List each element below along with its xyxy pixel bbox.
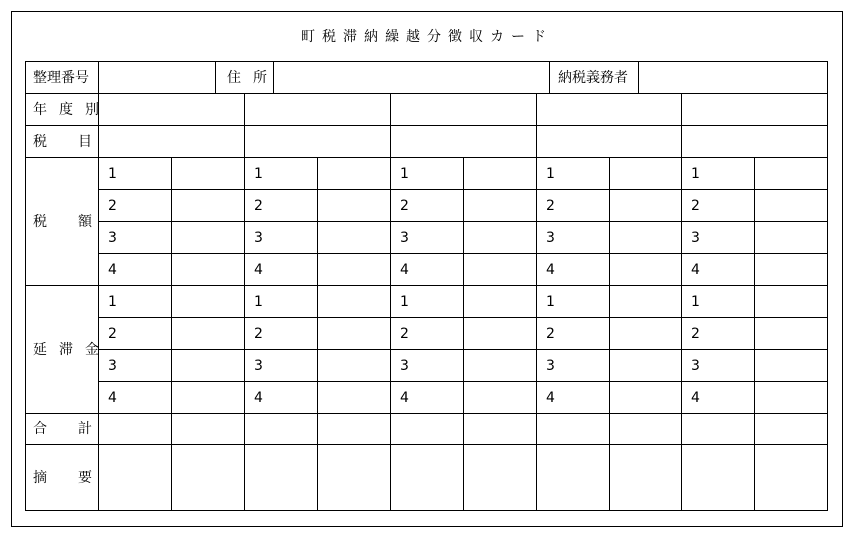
row-number: 2 bbox=[691, 326, 700, 342]
row-number: 4 bbox=[108, 390, 117, 406]
row-number: 1 bbox=[546, 166, 555, 182]
row-number: 3 bbox=[254, 358, 263, 374]
grid-line bbox=[754, 444, 755, 511]
grid-line bbox=[536, 93, 537, 511]
row-number: 3 bbox=[691, 230, 700, 246]
row-number: 3 bbox=[108, 358, 117, 374]
row-number: 4 bbox=[108, 262, 117, 278]
row-number: 2 bbox=[691, 198, 700, 214]
grid-line bbox=[609, 157, 610, 286]
row-number: 4 bbox=[254, 262, 263, 278]
row-number: 4 bbox=[691, 390, 700, 406]
grid-line bbox=[171, 285, 172, 414]
grid-line bbox=[317, 157, 318, 286]
row-number: 1 bbox=[254, 294, 263, 310]
grid-line bbox=[25, 61, 26, 511]
row-number: 2 bbox=[108, 198, 117, 214]
row-number: 2 bbox=[546, 198, 555, 214]
grid-line bbox=[390, 93, 391, 511]
grid-line bbox=[171, 413, 172, 445]
row-number: 1 bbox=[108, 166, 117, 182]
grid-line bbox=[98, 61, 99, 511]
collection-card bbox=[11, 11, 843, 527]
grid-line bbox=[827, 61, 828, 511]
grid-line bbox=[25, 444, 828, 445]
grid-line bbox=[463, 157, 464, 286]
row-number: 1 bbox=[254, 166, 263, 182]
taxpayer-label: 納税義務者 bbox=[558, 70, 628, 86]
grid-line bbox=[171, 157, 172, 286]
address-label-1: 住 bbox=[227, 70, 241, 86]
row-number: 3 bbox=[108, 230, 117, 246]
row-number: 4 bbox=[254, 390, 263, 406]
grid-line bbox=[25, 157, 828, 158]
row-number: 2 bbox=[108, 326, 117, 342]
grid-line bbox=[463, 444, 464, 511]
row-number: 4 bbox=[400, 390, 409, 406]
tax-item-label-1: 税 bbox=[33, 134, 47, 150]
row-number: 4 bbox=[546, 262, 555, 278]
tax-item-label-2: 目 bbox=[78, 134, 92, 150]
row-number: 3 bbox=[546, 230, 555, 246]
grid-line bbox=[609, 285, 610, 414]
row-number: 4 bbox=[546, 390, 555, 406]
grid-line bbox=[25, 93, 828, 94]
grid-line bbox=[754, 413, 755, 445]
row-number: 1 bbox=[691, 166, 700, 182]
card-title: 町税滞納繰越分徴収カード bbox=[301, 29, 553, 45]
grid-line bbox=[215, 61, 216, 94]
grid-line bbox=[273, 61, 274, 94]
grid-line bbox=[317, 413, 318, 445]
row-number: 2 bbox=[254, 326, 263, 342]
grid-line bbox=[609, 444, 610, 511]
row-number: 2 bbox=[400, 198, 409, 214]
tax-amount-label-1: 税 bbox=[33, 214, 47, 230]
grid-line bbox=[25, 61, 828, 62]
id-number-label: 整理番号 bbox=[33, 70, 89, 86]
row-number: 2 bbox=[254, 198, 263, 214]
grid-line bbox=[25, 285, 828, 286]
grid-line bbox=[638, 61, 639, 94]
total-label-1: 合 bbox=[33, 421, 47, 437]
grid-line bbox=[244, 93, 245, 511]
row-number: 3 bbox=[254, 230, 263, 246]
row-number: 1 bbox=[546, 294, 555, 310]
summary-label-2: 要 bbox=[78, 470, 92, 486]
grid-line bbox=[681, 93, 682, 511]
row-number: 3 bbox=[400, 230, 409, 246]
grid-line bbox=[463, 413, 464, 445]
grid-line bbox=[25, 125, 828, 126]
grid-line bbox=[25, 510, 828, 511]
row-number: 3 bbox=[691, 358, 700, 374]
summary-label-1: 摘 bbox=[33, 470, 47, 486]
row-number: 1 bbox=[400, 294, 409, 310]
row-number: 3 bbox=[546, 358, 555, 374]
row-number: 1 bbox=[400, 166, 409, 182]
row-number: 4 bbox=[400, 262, 409, 278]
grid-line bbox=[754, 285, 755, 414]
row-number: 3 bbox=[400, 358, 409, 374]
late-fee-label: 延滞金 bbox=[33, 342, 111, 358]
address-label-2: 所 bbox=[253, 70, 267, 86]
row-number: 4 bbox=[691, 262, 700, 278]
tax-amount-label-2: 額 bbox=[78, 214, 92, 230]
grid-line bbox=[25, 413, 828, 414]
grid-line bbox=[171, 444, 172, 511]
grid-line bbox=[463, 285, 464, 414]
row-number: 2 bbox=[400, 326, 409, 342]
fiscal-year-label: 年度別 bbox=[33, 102, 111, 118]
row-number: 2 bbox=[546, 326, 555, 342]
row-number: 1 bbox=[691, 294, 700, 310]
grid-line bbox=[317, 285, 318, 414]
grid-line bbox=[754, 157, 755, 286]
total-label-2: 計 bbox=[78, 421, 92, 437]
grid-line bbox=[317, 444, 318, 511]
row-number: 1 bbox=[108, 294, 117, 310]
grid-line bbox=[609, 413, 610, 445]
grid-line bbox=[549, 61, 550, 94]
